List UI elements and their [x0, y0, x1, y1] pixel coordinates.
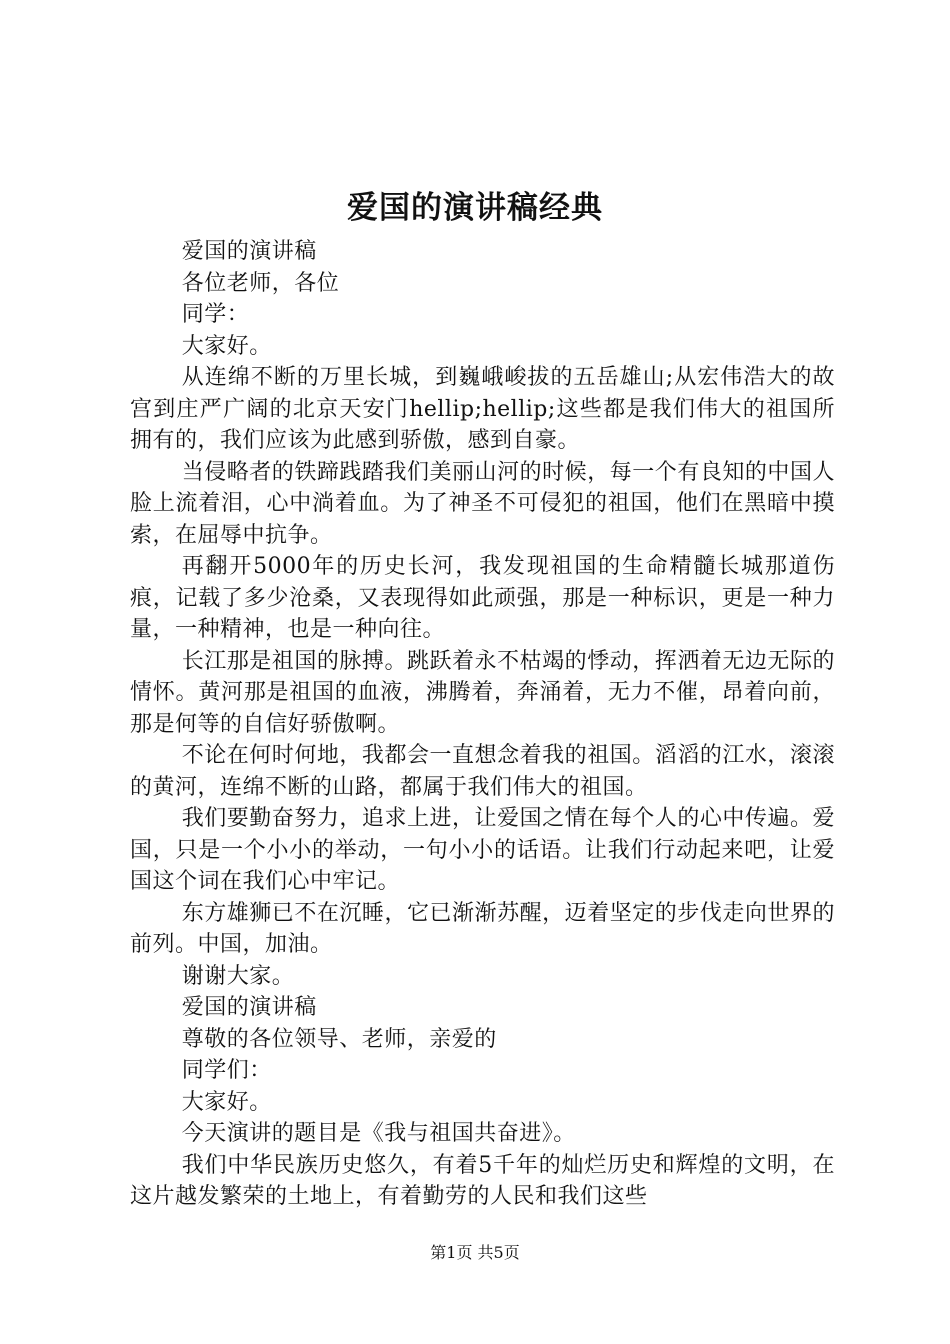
paragraph: 爱国的演讲稿 [181, 239, 317, 264]
paragraph: 同学： [181, 302, 250, 327]
paragraph: 同学们： [181, 1058, 272, 1083]
paragraph: 各位老师，各位 [181, 270, 340, 296]
paragraph: 大家好。 [181, 1089, 272, 1115]
paragraph: 谢谢大家。 [181, 963, 295, 989]
paragraph: 我们中华民族历史悠久，有着5千年的灿烂历史和辉煌的文明，在这片越发繁荣的土地上，有着勤劳的人民和我们这些 [130, 1152, 835, 1209]
paragraph: 再翻开5000年的历史长河，我发现祖国的生命精髓长城那道伤痕，记载了多少沧桑，又表现得如此顽强，那是一种标识，更是一种力量，一种精神，也是一种向往。 [130, 554, 835, 642]
paragraph: 从连绵不断的万里长城，到巍峨峻拔的五岳雄山;从宏伟浩大的故宫到庄严广阔的北京天安门hellip;hellip;这些都是我们伟大的祖国所拥有的，我们应该为此感到骄傲，感到自豪。 [130, 365, 835, 453]
paragraph: 爱国的演讲稿 [181, 995, 317, 1020]
document-body [130, 236, 835, 1213]
paragraph: 大家好。 [181, 333, 272, 359]
paragraph: 我们要勤奋努力，追求上进，让爱国之情在每个人的心中传遍。爱国，只是一个小小的举动，一句小小的话语。让我们行动起来吧，让爱国这个词在我们心中牢记。 [130, 806, 835, 894]
document-title: 爱国的演讲稿经典 [347, 190, 603, 226]
paragraph: 今天演讲的题目是《我与祖国共奋进》。 [181, 1121, 576, 1146]
paragraph: 不论在何时何地，我都会一直想念着我的祖国。滔滔的江水，滚滚的黄河，连绵不断的山路，都属于我们伟大的祖国。 [130, 743, 835, 800]
paragraph: 当侵略者的铁蹄践踏我们美丽山河的时候，每一个有良知的中国人脸上流着泪，心中淌着血。为了神圣不可侵犯的祖国，他们在黑暗中摸索，在屈辱中抗争。 [130, 459, 835, 548]
paragraph: 东方雄狮已不在沉睡，它已渐渐苏醒，迈着坚定的步伐走向世界的前列。中国，加油。 [130, 900, 835, 957]
page-footer: 第1页 共5页 [430, 1243, 520, 1262]
paragraph: 长江那是祖国的脉搏。跳跃着永不枯竭的悸动，挥洒着无边无际的情怀。黄河那是祖国的血液，沸腾着，奔涌着，无力不催，昂着向前，那是何等的自信好骄傲啊。 [130, 648, 835, 737]
paragraph: 尊敬的各位领导、老师，亲爱的 [181, 1026, 497, 1052]
